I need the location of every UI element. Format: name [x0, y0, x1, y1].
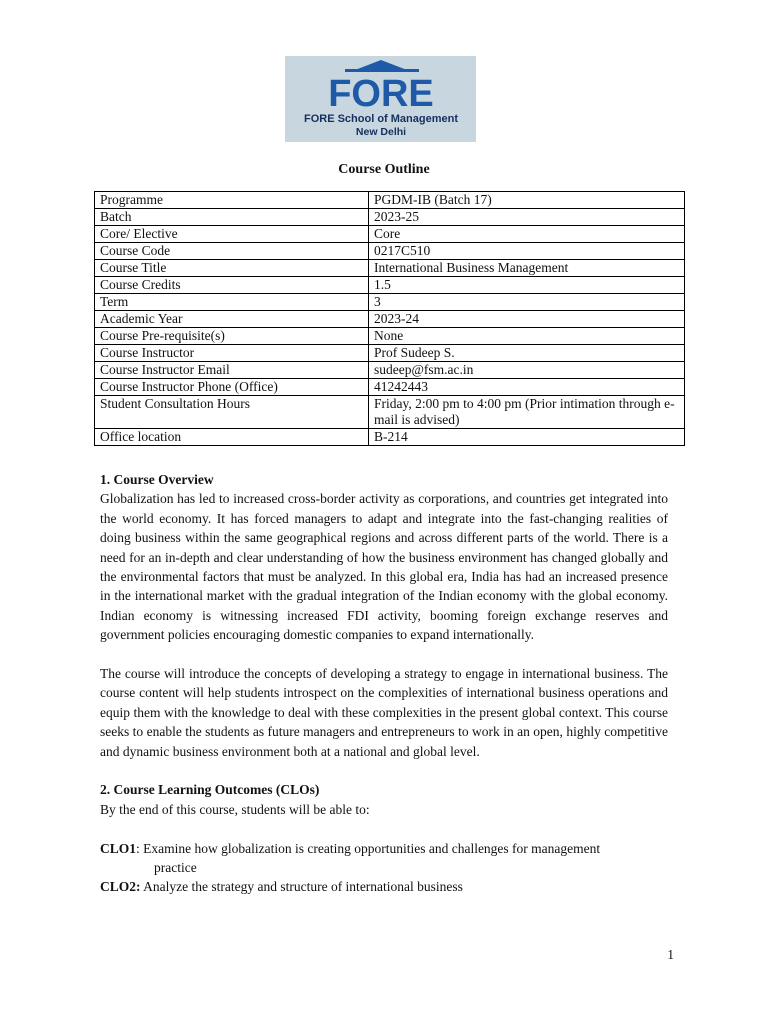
overview-paragraph-1: Globalization has led to increased cross-border activity as corporations, and countries get integrated into the world economy. It has forced managers to adapt and integrate into the fast-changing realities of doing business within the same geographical regions and across different parts of the world. There is a need for an in-depth and clear understanding of how the business environment has changed globally and the environmental factors that must be analyzed. In this global era, India has had an increased presence in the international market with the gradual integration of the Indian economy with the global economy. Indian economy is witnessing increased FDI activity, booming foreign exchange reserves and government policies encouraging domestic companies to expand internationally. — [100, 491, 668, 643]
clo-separator: : — [136, 840, 144, 856]
table-row — [95, 429, 685, 446]
table-cell-value: B-214 — [369, 429, 685, 446]
table-cell-key: Student Consultation Hours — [95, 396, 369, 429]
logo-school-name: FORE School of Management — [303, 113, 459, 125]
course-info-table — [94, 191, 685, 446]
table-row — [95, 311, 685, 328]
clo-label: CLO2: — [100, 879, 141, 895]
table-cell-value: 0217C510 — [369, 243, 685, 260]
table-row — [95, 209, 685, 226]
table-cell-value: 1.5 — [369, 277, 685, 294]
table-cell-key: Course Instructor Email — [95, 362, 369, 379]
table-cell-value: 2023-25 — [369, 209, 685, 226]
table-cell-key: Course Credits — [95, 277, 369, 294]
logo-wordmark: FORE — [328, 73, 434, 115]
table-cell-key: Course Instructor Phone (Office) — [95, 379, 369, 396]
table-cell-value: sudeep@fsm.ac.in — [369, 362, 685, 379]
table-cell-key: Term — [95, 294, 369, 311]
fore-logo — [285, 56, 476, 142]
document-title: Course Outline — [338, 162, 430, 177]
section-heading-overview: 1. Course Overview — [100, 472, 214, 487]
course-info-table-body — [95, 192, 685, 446]
table-cell-value: Prof Sudeep S. — [369, 345, 685, 362]
table-cell-value: 41242443 — [369, 379, 685, 396]
table-row — [95, 294, 685, 311]
logo-city: New Delhi — [355, 126, 407, 138]
table-cell-value: PGDM-IB (Batch 17) — [369, 192, 685, 209]
table-cell-key: Core/ Elective — [95, 226, 369, 243]
table-cell-key: Course Title — [95, 260, 369, 277]
table-row — [95, 396, 685, 429]
table-cell-key: Course Instructor — [95, 345, 369, 362]
table-cell-key: Programme — [95, 192, 369, 209]
clo-text-continuation: practice — [154, 860, 197, 876]
table-cell-value: None — [369, 328, 685, 345]
table-row — [95, 277, 685, 294]
table-cell-value: 3 — [369, 294, 685, 311]
document-body — [100, 470, 668, 897]
table-row — [95, 243, 685, 260]
table-row — [95, 328, 685, 345]
table-row — [95, 192, 685, 209]
clo-item — [100, 839, 668, 878]
table-row — [95, 362, 685, 379]
table-cell-key: Academic Year — [95, 311, 369, 328]
clo-text: Examine how globalization is creating opportunities and challenges for management — [143, 840, 601, 856]
clo-label: CLO1 — [100, 840, 137, 856]
clo-item — [100, 877, 668, 896]
overview-paragraph-2: The course will introduce the concepts of developing a strategy to engage in international business. The course content will help students introspect on the complexities of international business operations and equip them with the knowledge to deal with these complexities in the present global context. This course seeks to enable the students as future managers and entrepreneurs to work in an open, highly competitive and dynamic business environment both at a national and global level. — [100, 666, 668, 759]
table-cell-key: Office location — [95, 429, 369, 446]
table-row — [95, 260, 685, 277]
table-cell-key: Batch — [95, 209, 369, 226]
section-heading-clos: 2. Course Learning Outcomes (CLOs) — [100, 782, 320, 798]
page-number: 1 — [667, 947, 674, 962]
clos-intro: By the end of this course, students will be able to: — [100, 801, 370, 817]
table-cell-value: Friday, 2:00 pm to 4:00 pm (Prior intimation through e-mail is advised) — [369, 396, 685, 429]
table-row — [95, 226, 685, 243]
logo-roof-shape — [355, 60, 407, 70]
table-cell-key: Course Code — [95, 243, 369, 260]
table-cell-value: Core — [369, 226, 685, 243]
clo-text: Analyze the strategy and structure of international business — [143, 879, 463, 895]
table-cell-key: Course Pre-requisite(s) — [95, 328, 369, 345]
table-row — [95, 379, 685, 396]
table-row — [95, 345, 685, 362]
table-cell-value: 2023-24 — [369, 311, 685, 328]
logo-graphic — [285, 56, 476, 142]
logo-roof-bar — [345, 69, 419, 72]
clo-list — [100, 839, 668, 897]
table-cell-value: International Business Management — [369, 260, 685, 277]
